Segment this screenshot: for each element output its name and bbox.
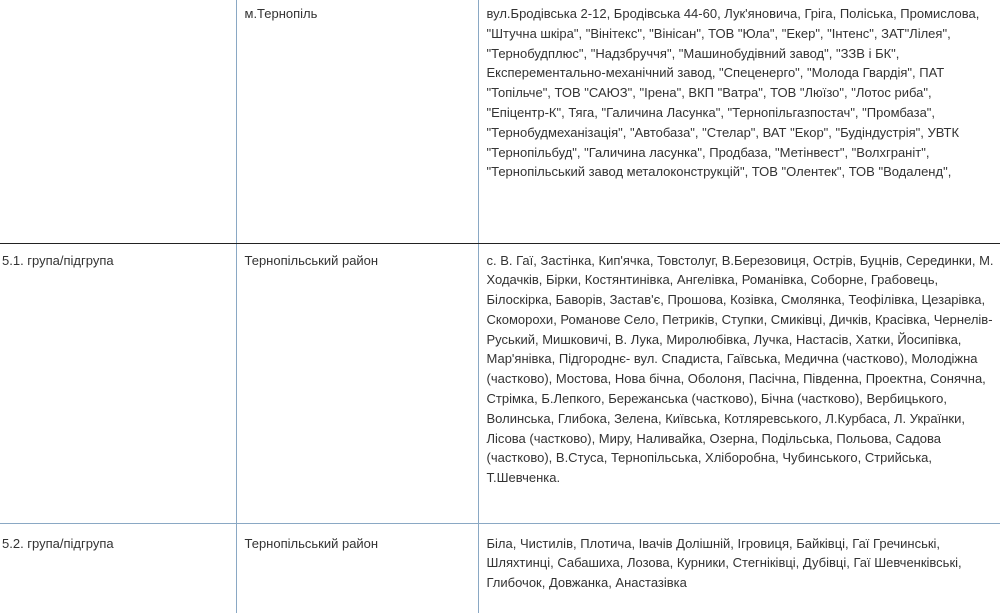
district-cell: Тернопільський район (236, 523, 478, 613)
group-cell (0, 0, 236, 243)
streets-cell: Біла, Чистилів, Плотича, Івачів Долішній, Ігровиця, Байківці, Гаї Гречинські, Шляхтинці, Сабашиха, Лозова, Курники, Стегніківці, Дубівці, Гаї Шевченківські, Глибочок, Довжанка, Анастазівка (478, 523, 1000, 613)
group-cell: 5.1. група/підгрупа (0, 243, 236, 523)
table-row (0, 0, 1000, 243)
group-cell: 5.2. група/підгрупа (2, 535, 114, 551)
table-row (0, 523, 1000, 613)
district-cell: Тернопільський район (236, 243, 478, 523)
table-row (0, 243, 1000, 523)
district-cell: м.Тернопіль (236, 0, 478, 243)
streets-cell: вул.Бродівська 2-12, Бродівська 44-60, Лук'яновича, Гріга, Поліська, Промислова, "Штучна шкіра", "Вінітекс", "Вінісан", ТОВ "Юла", "Екер", "Інтенс", ЗАТ"Лілея", "Тернобудплюс", "Надзбруччя", "Машинобудівний завод", "ЗЗВ і БК", Експерементально-механічний завод, "Спеценерго", "Молода Гвардія", ПАТ "Топільче", ТОВ "САЮЗ", "Ірена", ВКП "Ватра", ТОВ "Люїзо", "Лотос риба", "Епіцентр-К", Тяга, "Галичина Ласунка", "Тернопільгазпостач", "Промбаза", "Тернобудмеханізація", "Автобаза", "Стелар", ВАТ "Екор", "Будіндустрія", УВТК "Тернопільбуд", "Галичина ласунка", Продбаза, "Метінвест", "Волхграніт", "Тернопільський завод металоконструкцій", ТОВ "Олентек", ТОВ "Водаленд", (478, 0, 1000, 243)
streets-cell: с. В. Гаї, Застінка, Кип'ячка, Товстолуг, В.Березовиця, Острів, Буцнів, Серединки, М. Ходачків, Бірки, Костянтинівка, Ангелівка, Романівка, Соборне, Грабовець, Білоскірка, Баворів, Застав'є, Прошова, Козівка, Смолянка, Теофілівка, Цезарівка, Скоморохи, Романове Село, Петриків, Ступки, Смиківці, Дичків, Красівка, Чернелів-Руський, Мишковичі, В. Лука, Миролюбівка, Лучка, Настасів, Хатки, Йосипівка, Мар'янівка, Підгороднє- вул. Спадиста, Гаївська, Медична (частково), Молодіжна (частково), Мостова, Нова бічна, Оболоня, Пасічна, Південна, Проектна, Сонячна, Стрімка, Б.Лепкого, Бережанська (частково), Бічна (частково), Вербицького, Волинська, Глибока, Зелена, Київська, Котляревського, Л.Курбаса, Л. Українки, Лісова (частково), Миру, Наливайка, Озерна, Подільська, Польова, Садова (частково), В.Стуса, Тернопільська, Хліборобна, Чубинського, Стрийська, Т.Шевченка. (478, 243, 1000, 523)
